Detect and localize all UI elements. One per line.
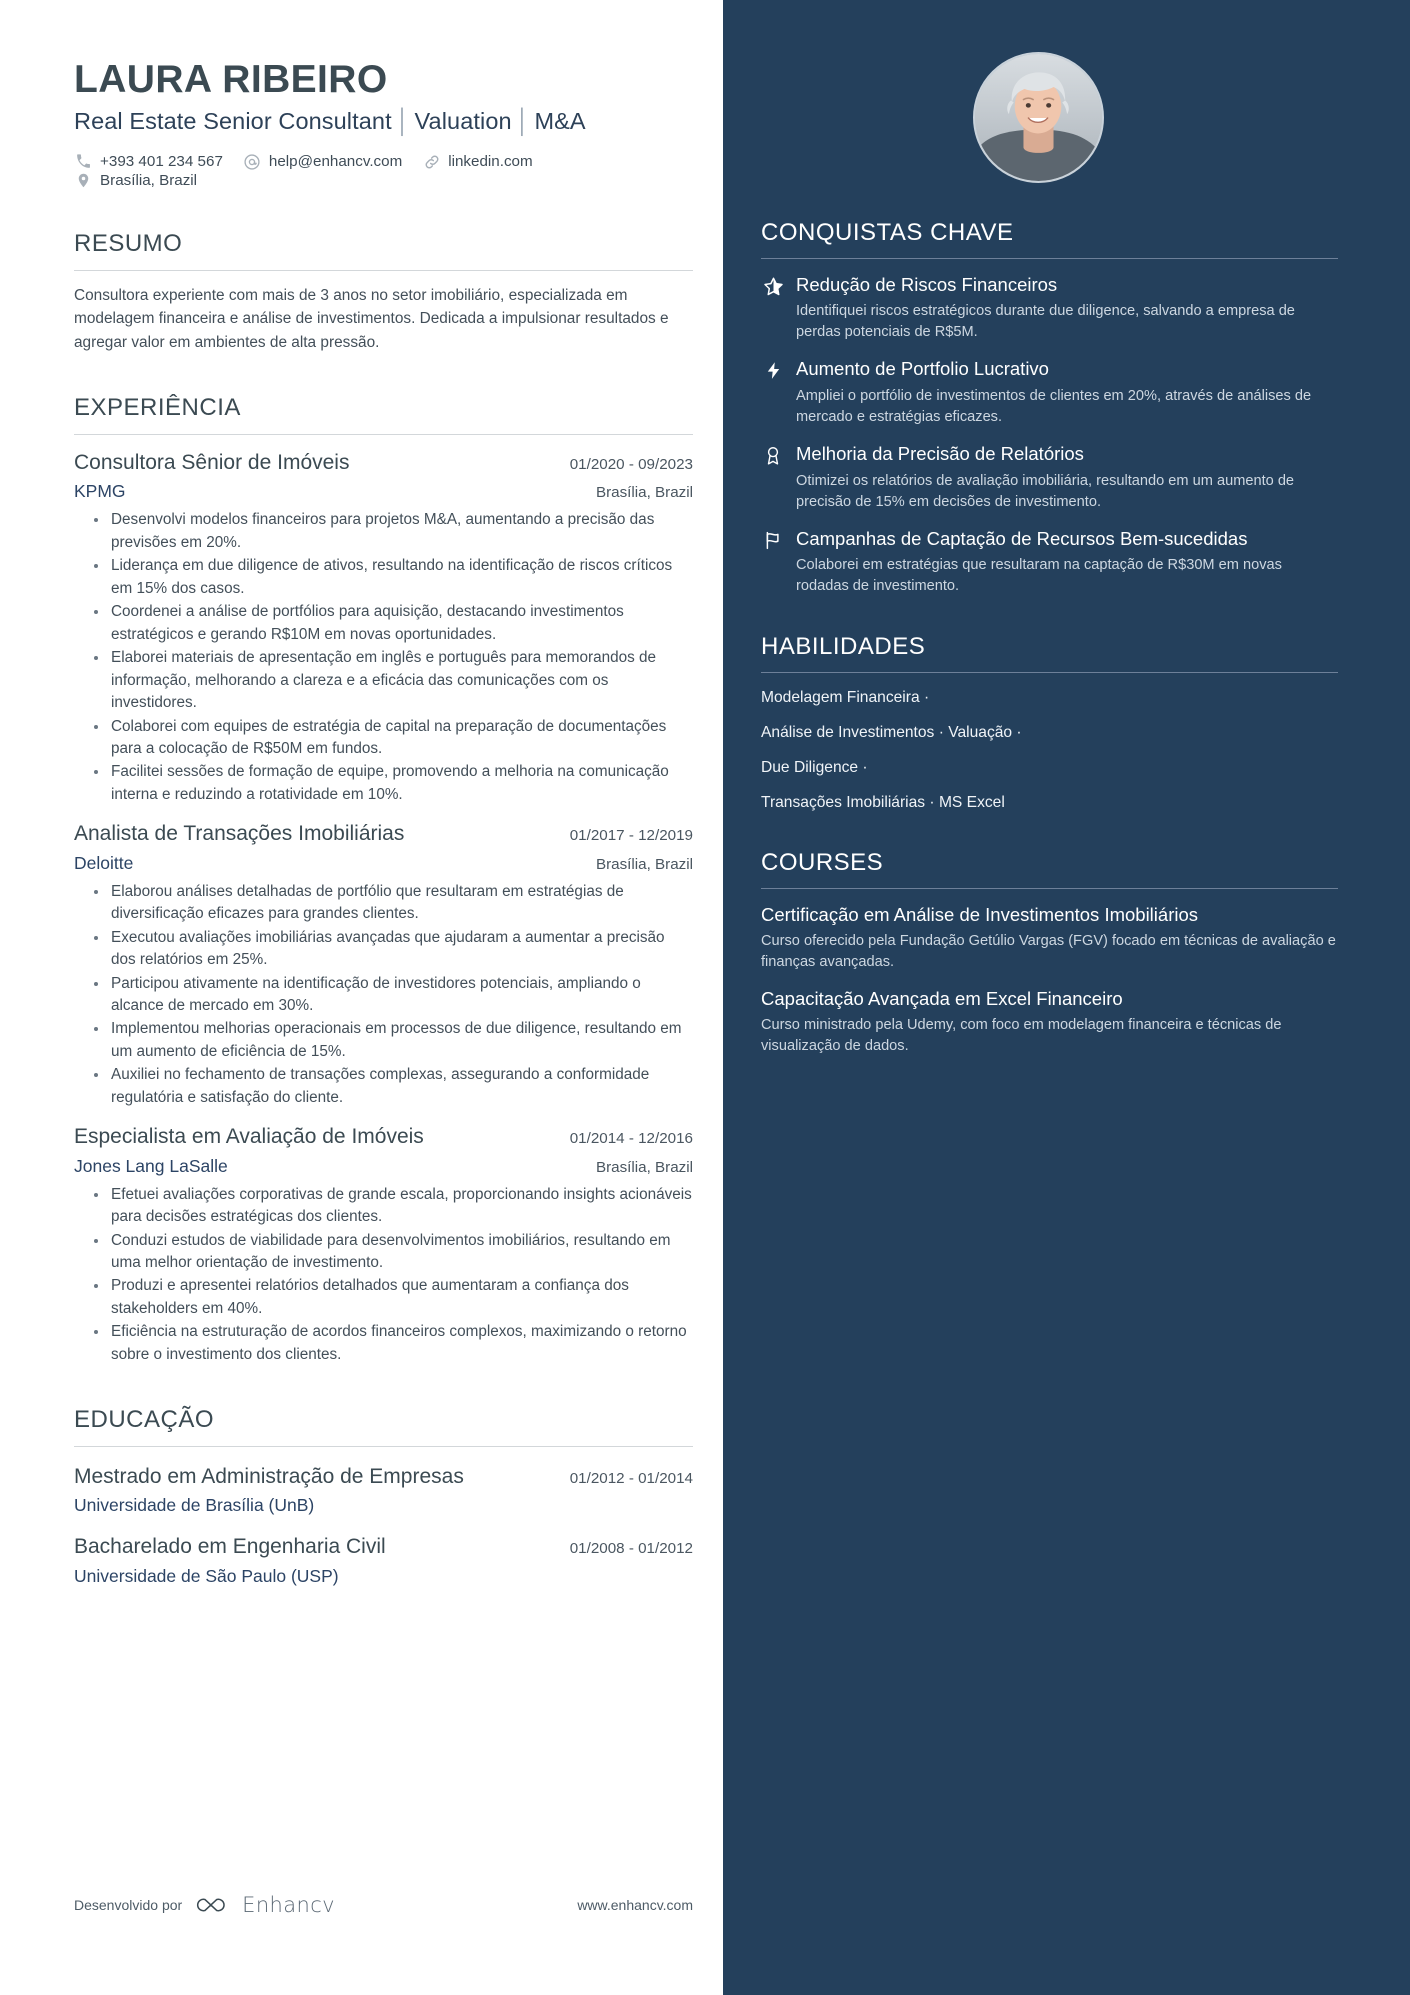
achievement-body bbox=[796, 527, 1338, 598]
degree-date: 01/2008 - 01/2012 bbox=[569, 1540, 693, 1558]
job-bullets bbox=[74, 509, 693, 806]
course-desc: Curso oferecido pela Fundação Getúlio Vargas (FGV) focado em técnicas de avaliação e finanças avançadas. bbox=[761, 932, 1336, 970]
award-icon bbox=[761, 445, 785, 466]
school-name: Universidade de São Paulo (USP) bbox=[74, 1565, 339, 1586]
section-summary bbox=[74, 230, 693, 354]
contact-row bbox=[74, 152, 693, 190]
avatar bbox=[973, 52, 1104, 183]
job-bullet: Coordenei a análise de portfólios para aquisição, destacando investimentos estratégicos e gerando R$10M em novas oportunidades. bbox=[94, 601, 693, 646]
section-divider bbox=[74, 1446, 693, 1447]
achievement-item bbox=[761, 527, 1338, 598]
section-divider bbox=[74, 270, 693, 271]
achievement-title: Aumento de Portfolio Lucrativo bbox=[796, 358, 1049, 380]
course-desc: Curso ministrado pela Udemy, com foco em modelagem financeira e técnicas de visualização de dados. bbox=[761, 1016, 1282, 1054]
summary-text: Consultora experiente com mais de 3 anos no setor imobiliário, especializada em modelagem financeira e análise de investimentos. Dedicada a impulsionar resultados e agregar valor em ambientes de alta pressão. bbox=[74, 287, 669, 351]
contact-email[interactable] bbox=[243, 152, 402, 171]
headline-divider-2: │ bbox=[515, 107, 531, 134]
skill-line: Transações Imobiliárias · MS Excel bbox=[761, 794, 1005, 812]
job-bullet: Elaborei materiais de apresentação em inglês e português para memorandos de informação, melhorando a clareza e a eficácia das comunicações com os investidores. bbox=[94, 647, 693, 714]
headline bbox=[74, 106, 693, 137]
headline-divider-1: │ bbox=[395, 107, 411, 134]
section-divider bbox=[761, 258, 1338, 259]
headline-part-1: Real Estate Senior Consultant bbox=[74, 107, 392, 134]
achievement-desc: Identifiquei riscos estratégicos durante due diligence, salvando a empresa de perdas potenciais de R$5M. bbox=[796, 303, 1295, 341]
section-divider bbox=[74, 434, 693, 435]
job-bullet: Desenvolvi modelos financeiros para projetos M&A, aumentando a precisão das previsões em 20%. bbox=[94, 509, 693, 554]
job-bullet: Produzi e apresentei relatórios detalhados que aumentaram a confiança dos stakeholders em 40%. bbox=[94, 1275, 693, 1320]
achievement-title: Melhoria da Precisão de Relatórios bbox=[796, 443, 1084, 465]
page-header bbox=[74, 58, 693, 190]
education-entry-sub bbox=[74, 1495, 693, 1517]
education-entry bbox=[74, 1534, 693, 1587]
job-bullet: Facilitei sessões de formação de equipe, promovendo a melhoria na comunicação interna e reduzindo a rotatividade em 10%. bbox=[94, 761, 693, 806]
contact-phone-text: +393 401 234 567 bbox=[100, 153, 223, 171]
experience-entry-sub bbox=[74, 481, 693, 503]
job-location: Brasília, Brazil bbox=[595, 1158, 693, 1176]
section-achievements bbox=[761, 219, 1338, 597]
section-title-summary: RESUMO bbox=[74, 230, 183, 258]
section-title-experience: EXPERIÊNCIA bbox=[74, 394, 241, 422]
job-bullet: Efetuei avaliações corporativas de grande escala, proporcionando insights acionáveis para decisões estratégicas dos clientes. bbox=[94, 1184, 693, 1229]
headline-part-3: M&A bbox=[534, 107, 586, 134]
job-title: Especialista em Avaliação de Imóveis bbox=[74, 1125, 424, 1149]
job-bullet: Participou ativamente na identificação de investidores potenciais, ampliando o alcance de mercado em 30%. bbox=[94, 973, 693, 1018]
section-skills bbox=[761, 633, 1338, 813]
achievement-desc: Ampliei o portfólio de investimentos de clientes em 20%, através de análises de mercado e estratégias eficazes. bbox=[796, 388, 1312, 426]
experience-entry bbox=[74, 821, 693, 1109]
experience-entry-sub bbox=[74, 1156, 693, 1178]
avatar-photo-icon bbox=[975, 54, 1102, 181]
job-title: Analista de Transações Imobiliárias bbox=[74, 822, 405, 846]
location-pin-icon bbox=[74, 171, 93, 190]
course-item bbox=[761, 987, 1338, 1057]
job-bullet: Elaborou análises detalhadas de portfólio que resultaram em estratégias de diversificação eficazes para grandes clientes. bbox=[94, 881, 693, 926]
phone-icon bbox=[74, 152, 93, 171]
experience-entry-head bbox=[74, 821, 693, 847]
section-title-courses: COURSES bbox=[761, 849, 884, 877]
contact-location[interactable] bbox=[74, 171, 197, 190]
job-bullet: Liderança em due diligence de ativos, resultando na identificação de riscos críticos em 15% dos casos. bbox=[94, 555, 693, 600]
footer-site[interactable]: www.enhancv.com bbox=[577, 1897, 693, 1913]
job-date: 01/2017 - 12/2019 bbox=[569, 827, 693, 845]
job-bullets bbox=[74, 881, 693, 1110]
achievement-item bbox=[761, 357, 1338, 428]
job-date: 01/2014 - 12/2016 bbox=[569, 1130, 693, 1148]
contact-link-text: linkedin.com bbox=[448, 153, 533, 171]
experience-entry-head bbox=[74, 450, 693, 476]
achievement-desc: Colaborei em estratégias que resultaram na captação de R$30M em novas rodadas de investimento. bbox=[796, 557, 1282, 595]
page-title: LAURA RIBEIRO bbox=[74, 58, 388, 101]
degree-title: Mestrado em Administração de Empresas bbox=[74, 1465, 464, 1489]
section-title-achievements: CONQUISTAS CHAVE bbox=[761, 219, 1014, 246]
job-bullet: Executou avaliações imobiliárias avançadas que ajudaram a aumentar a precisão dos relatórios em 25%. bbox=[94, 927, 693, 972]
course-item bbox=[761, 903, 1338, 973]
contact-link[interactable] bbox=[422, 152, 532, 171]
achievement-body bbox=[796, 442, 1338, 513]
job-bullet: Conduzi estudos de viabilidade para desenvolvimentos imobiliários, resultando em uma melhor orientação de investimento. bbox=[94, 1230, 693, 1275]
section-title-education: EDUCAÇÃO bbox=[74, 1406, 215, 1434]
job-date: 01/2020 - 09/2023 bbox=[569, 456, 693, 474]
headline-part-2: Valuation bbox=[414, 107, 512, 134]
section-experience bbox=[74, 394, 693, 1366]
achievement-title: Campanhas de Captação de Recursos Bem-sucedidas bbox=[796, 527, 1248, 549]
skill-line: Due Diligence · bbox=[761, 759, 868, 777]
course-title: Capacitação Avançada em Excel Financeiro bbox=[761, 987, 1123, 1009]
job-company: Jones Lang LaSalle bbox=[74, 1155, 228, 1176]
job-bullet: Eficiência na estruturação de acordos financeiros complexos, maximizando o retorno sobre o investimento dos clientes. bbox=[94, 1321, 693, 1366]
skill-line: Modelagem Financeira · bbox=[761, 689, 930, 707]
section-education bbox=[74, 1406, 693, 1587]
achievement-body bbox=[796, 357, 1338, 428]
section-divider bbox=[761, 888, 1338, 889]
page-footer bbox=[74, 1893, 693, 1917]
education-entry-head bbox=[74, 1534, 693, 1560]
footer-credit-text: Desenvolvido por bbox=[74, 1897, 183, 1913]
avatar-wrapper bbox=[761, 0, 1338, 183]
job-bullet: Colaborei com equipes de estratégia de capital na preparação de documentações para a colocação de R$50M em fundos. bbox=[94, 716, 693, 761]
job-location: Brasília, Brazil bbox=[595, 484, 693, 502]
footer-credit bbox=[74, 1893, 335, 1917]
footer-brand-text: Enhancv bbox=[242, 1893, 336, 1917]
experience-entry-head bbox=[74, 1124, 693, 1150]
education-entry-sub bbox=[74, 1566, 693, 1588]
experience-entry-sub bbox=[74, 853, 693, 875]
education-entry-head bbox=[74, 1464, 693, 1490]
bolt-icon bbox=[761, 360, 785, 381]
achievement-desc: Otimizei os relatórios de avaliação imobiliária, resultando em um aumento de precisão de 15% em decisões de investimento. bbox=[796, 472, 1295, 510]
skill-line: Análise de Investimentos · Valuação · bbox=[761, 724, 1022, 742]
experience-entry bbox=[74, 450, 693, 806]
degree-date: 01/2012 - 01/2014 bbox=[569, 1470, 693, 1488]
education-entry bbox=[74, 1464, 693, 1517]
achievement-title: Redução de Riscos Financeiros bbox=[796, 273, 1058, 295]
link-icon bbox=[422, 152, 441, 171]
job-title: Consultora Sênior de Imóveis bbox=[74, 451, 350, 475]
contact-email-text: help@enhancv.com bbox=[268, 153, 403, 171]
experience-entry bbox=[74, 1124, 693, 1366]
flag-icon bbox=[761, 530, 785, 551]
section-title-skills: HABILIDADES bbox=[761, 633, 926, 661]
school-name: Universidade de Brasília (UnB) bbox=[74, 1495, 315, 1516]
job-location: Brasília, Brazil bbox=[595, 855, 693, 873]
enhancv-logo-icon bbox=[192, 1893, 335, 1917]
email-icon bbox=[243, 152, 262, 171]
job-bullets bbox=[74, 1184, 693, 1367]
section-divider bbox=[761, 672, 1338, 673]
contact-phone[interactable] bbox=[74, 152, 223, 171]
achievement-item bbox=[761, 273, 1338, 344]
star-icon bbox=[761, 276, 785, 297]
contact-location-text: Brasília, Brazil bbox=[100, 172, 198, 190]
section-courses bbox=[761, 849, 1338, 1056]
achievement-body bbox=[796, 273, 1338, 344]
job-company: KPMG bbox=[74, 481, 126, 502]
job-company: Deloitte bbox=[74, 852, 134, 873]
job-bullet: Implementou melhorias operacionais em processos de due diligence, resultando em um aumento de eficiência de 15%. bbox=[94, 1018, 693, 1063]
sidebar bbox=[723, 0, 1410, 1995]
achievement-item bbox=[761, 442, 1338, 513]
course-title: Certificação em Análise de Investimentos Imobiliários bbox=[761, 904, 1198, 926]
job-bullet: Auxiliei no fechamento de transações complexas, assegurando a conformidade regulatória e satisfação do cliente. bbox=[94, 1064, 693, 1109]
degree-title: Bacharelado em Engenharia Civil bbox=[74, 1535, 386, 1559]
